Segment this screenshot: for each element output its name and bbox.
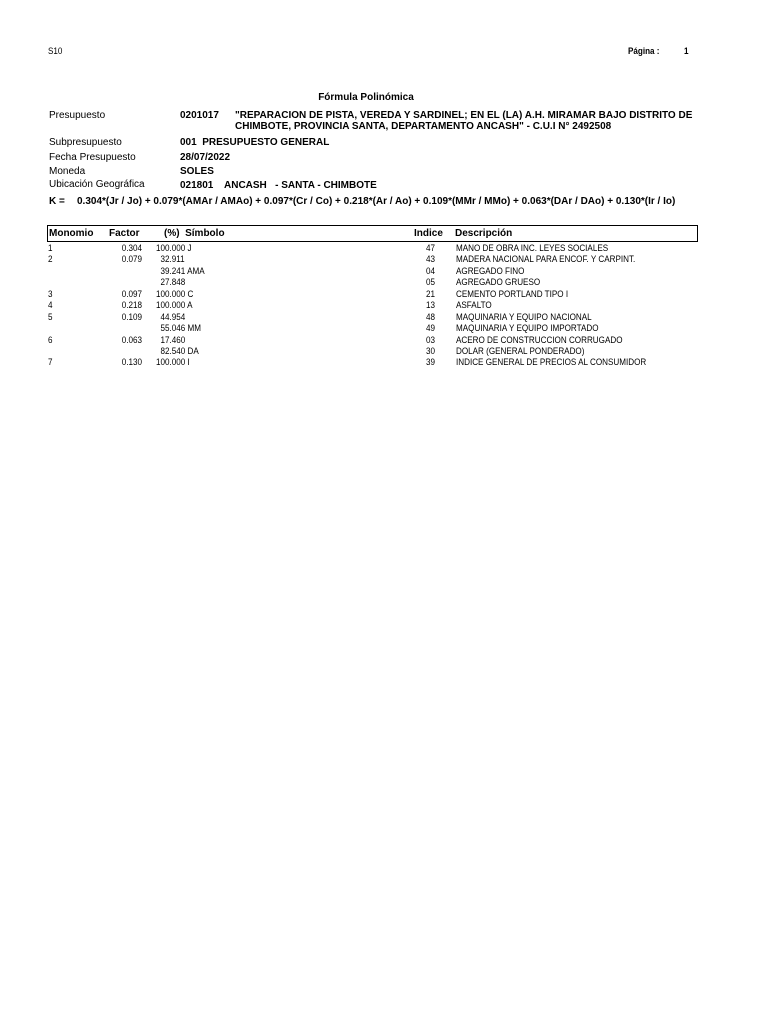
cell-simbolo: 100.000 C bbox=[156, 289, 194, 299]
cell-indice: 05 bbox=[425, 277, 435, 287]
cell-indice: 30 bbox=[425, 346, 435, 356]
subpresupuesto-value: 001 PRESUPUESTO GENERAL bbox=[180, 137, 330, 148]
cell-indice: 04 bbox=[425, 266, 435, 276]
cell-indice: 21 bbox=[425, 289, 435, 299]
cell-factor: 0.063 bbox=[121, 335, 142, 345]
table-row bbox=[0, 346, 768, 357]
report-code: S10 bbox=[48, 46, 63, 56]
presupuesto-code: 0201017 bbox=[180, 110, 219, 121]
cell-simbolo: 100.000 A bbox=[156, 300, 193, 310]
page-title: Fórmula Polinómica bbox=[318, 92, 414, 103]
cell-descripcion: ASFALTO bbox=[456, 300, 492, 310]
header-factor: Factor bbox=[109, 228, 140, 239]
cell-descripcion: MAQUINARIA Y EQUIPO IMPORTADO bbox=[456, 323, 599, 333]
cell-monomio: 1 bbox=[48, 243, 53, 253]
cell-simbolo: 44.954 bbox=[156, 312, 186, 322]
cell-indice: 13 bbox=[425, 300, 435, 310]
cell-descripcion: INDICE GENERAL DE PRECIOS AL CONSUMIDOR bbox=[456, 357, 647, 367]
cell-descripcion: MANO DE OBRA INC. LEYES SOCIALES bbox=[456, 243, 609, 253]
presupuesto-description-line2: CHIMBOTE, PROVINCIA SANTA, DEPARTAMENTO ANCASH" - C.U.I N° 2492508 bbox=[235, 121, 612, 132]
table-row bbox=[0, 312, 768, 323]
fecha-value: 28/07/2022 bbox=[180, 152, 231, 163]
presupuesto-description-line1: "REPARACION DE PISTA, VEREDA Y SARDINEL; EN EL (LA) A.H. MIRAMAR BAJO DISTRITO DE bbox=[235, 110, 693, 121]
cell-simbolo: 100.000 I bbox=[156, 357, 190, 367]
cell-descripcion: MAQUINARIA Y EQUIPO NACIONAL bbox=[456, 312, 592, 322]
header-indice: Indice bbox=[414, 228, 443, 239]
cell-indice: 48 bbox=[425, 312, 435, 322]
cell-factor: 0.130 bbox=[121, 357, 142, 367]
cell-factor: 0.097 bbox=[121, 289, 142, 299]
table-row bbox=[0, 266, 768, 277]
ubicacion-value: ANCASH - SANTA - CHIMBOTE bbox=[224, 180, 377, 191]
cell-descripcion: AGREGADO GRUESO bbox=[456, 277, 541, 287]
table-row bbox=[0, 243, 768, 254]
table-row bbox=[0, 300, 768, 311]
cell-monomio: 5 bbox=[48, 312, 53, 322]
fecha-label: Fecha Presupuesto bbox=[49, 152, 136, 163]
cell-monomio: 6 bbox=[48, 335, 53, 345]
cell-monomio: 2 bbox=[48, 254, 53, 264]
cell-simbolo: 55.046 MM bbox=[156, 323, 202, 333]
cell-indice: 49 bbox=[425, 323, 435, 333]
cell-indice: 03 bbox=[425, 335, 435, 345]
cell-factor: 0.304 bbox=[121, 243, 142, 253]
cell-indice: 43 bbox=[425, 254, 435, 264]
cell-monomio: 3 bbox=[48, 289, 53, 299]
subpresupuesto-label: Subpresupuesto bbox=[49, 137, 122, 148]
cell-descripcion: AGREGADO FINO bbox=[456, 266, 525, 276]
formula-expression: 0.304*(Jr / Jo) + 0.079*(AMAr / AMAo) + 0.097*(Cr / Co) + 0.218*(Ar / Ao) + 0.109*(MMr / MMo) + 0.063*(DAr / DAo) + 0.130*(Ir / Io) bbox=[77, 196, 676, 207]
table-row bbox=[0, 254, 768, 265]
cell-simbolo: 100.000 J bbox=[156, 243, 192, 253]
cell-monomio: 7 bbox=[48, 357, 53, 367]
cell-simbolo: 32.911 bbox=[156, 254, 185, 264]
cell-simbolo: 17.460 bbox=[156, 335, 186, 345]
cell-simbolo: 27.848 bbox=[156, 277, 186, 287]
cell-descripcion: ACERO DE CONSTRUCCION CORRUGADO bbox=[456, 335, 623, 345]
cell-simbolo: 39.241 AMA bbox=[156, 266, 205, 276]
cell-indice: 39 bbox=[425, 357, 435, 367]
cell-factor: 0.218 bbox=[121, 300, 142, 310]
ubicacion-code: 021801 bbox=[180, 180, 214, 191]
formula-label: K = bbox=[49, 196, 65, 207]
cell-factor: 0.079 bbox=[121, 254, 142, 264]
page-label: Página : bbox=[628, 46, 660, 56]
header-simbolo: (%) Símbolo bbox=[164, 228, 225, 239]
header-descripcion: Descripción bbox=[455, 228, 513, 239]
cell-indice: 47 bbox=[425, 243, 435, 253]
page-number: 1 bbox=[684, 46, 689, 56]
cell-monomio: 4 bbox=[48, 300, 53, 310]
moneda-label: Moneda bbox=[49, 166, 86, 177]
table-row bbox=[0, 335, 768, 346]
table-row bbox=[0, 323, 768, 334]
ubicacion-label: Ubicación Geográfica bbox=[49, 179, 145, 190]
moneda-value: SOLES bbox=[180, 166, 214, 177]
table-row bbox=[0, 289, 768, 300]
cell-descripcion: CEMENTO PORTLAND TIPO I bbox=[456, 289, 569, 299]
header-monomio: Monomio bbox=[49, 228, 94, 239]
cell-factor: 0.109 bbox=[121, 312, 142, 322]
table-row bbox=[0, 277, 768, 288]
cell-simbolo: 82.540 DA bbox=[156, 346, 199, 356]
presupuesto-label: Presupuesto bbox=[49, 110, 106, 121]
table-header bbox=[47, 225, 698, 242]
table-row bbox=[0, 357, 768, 368]
cell-descripcion: MADERA NACIONAL PARA ENCOF. Y CARPINT. bbox=[456, 254, 636, 264]
cell-descripcion: DOLAR (GENERAL PONDERADO) bbox=[456, 346, 585, 356]
